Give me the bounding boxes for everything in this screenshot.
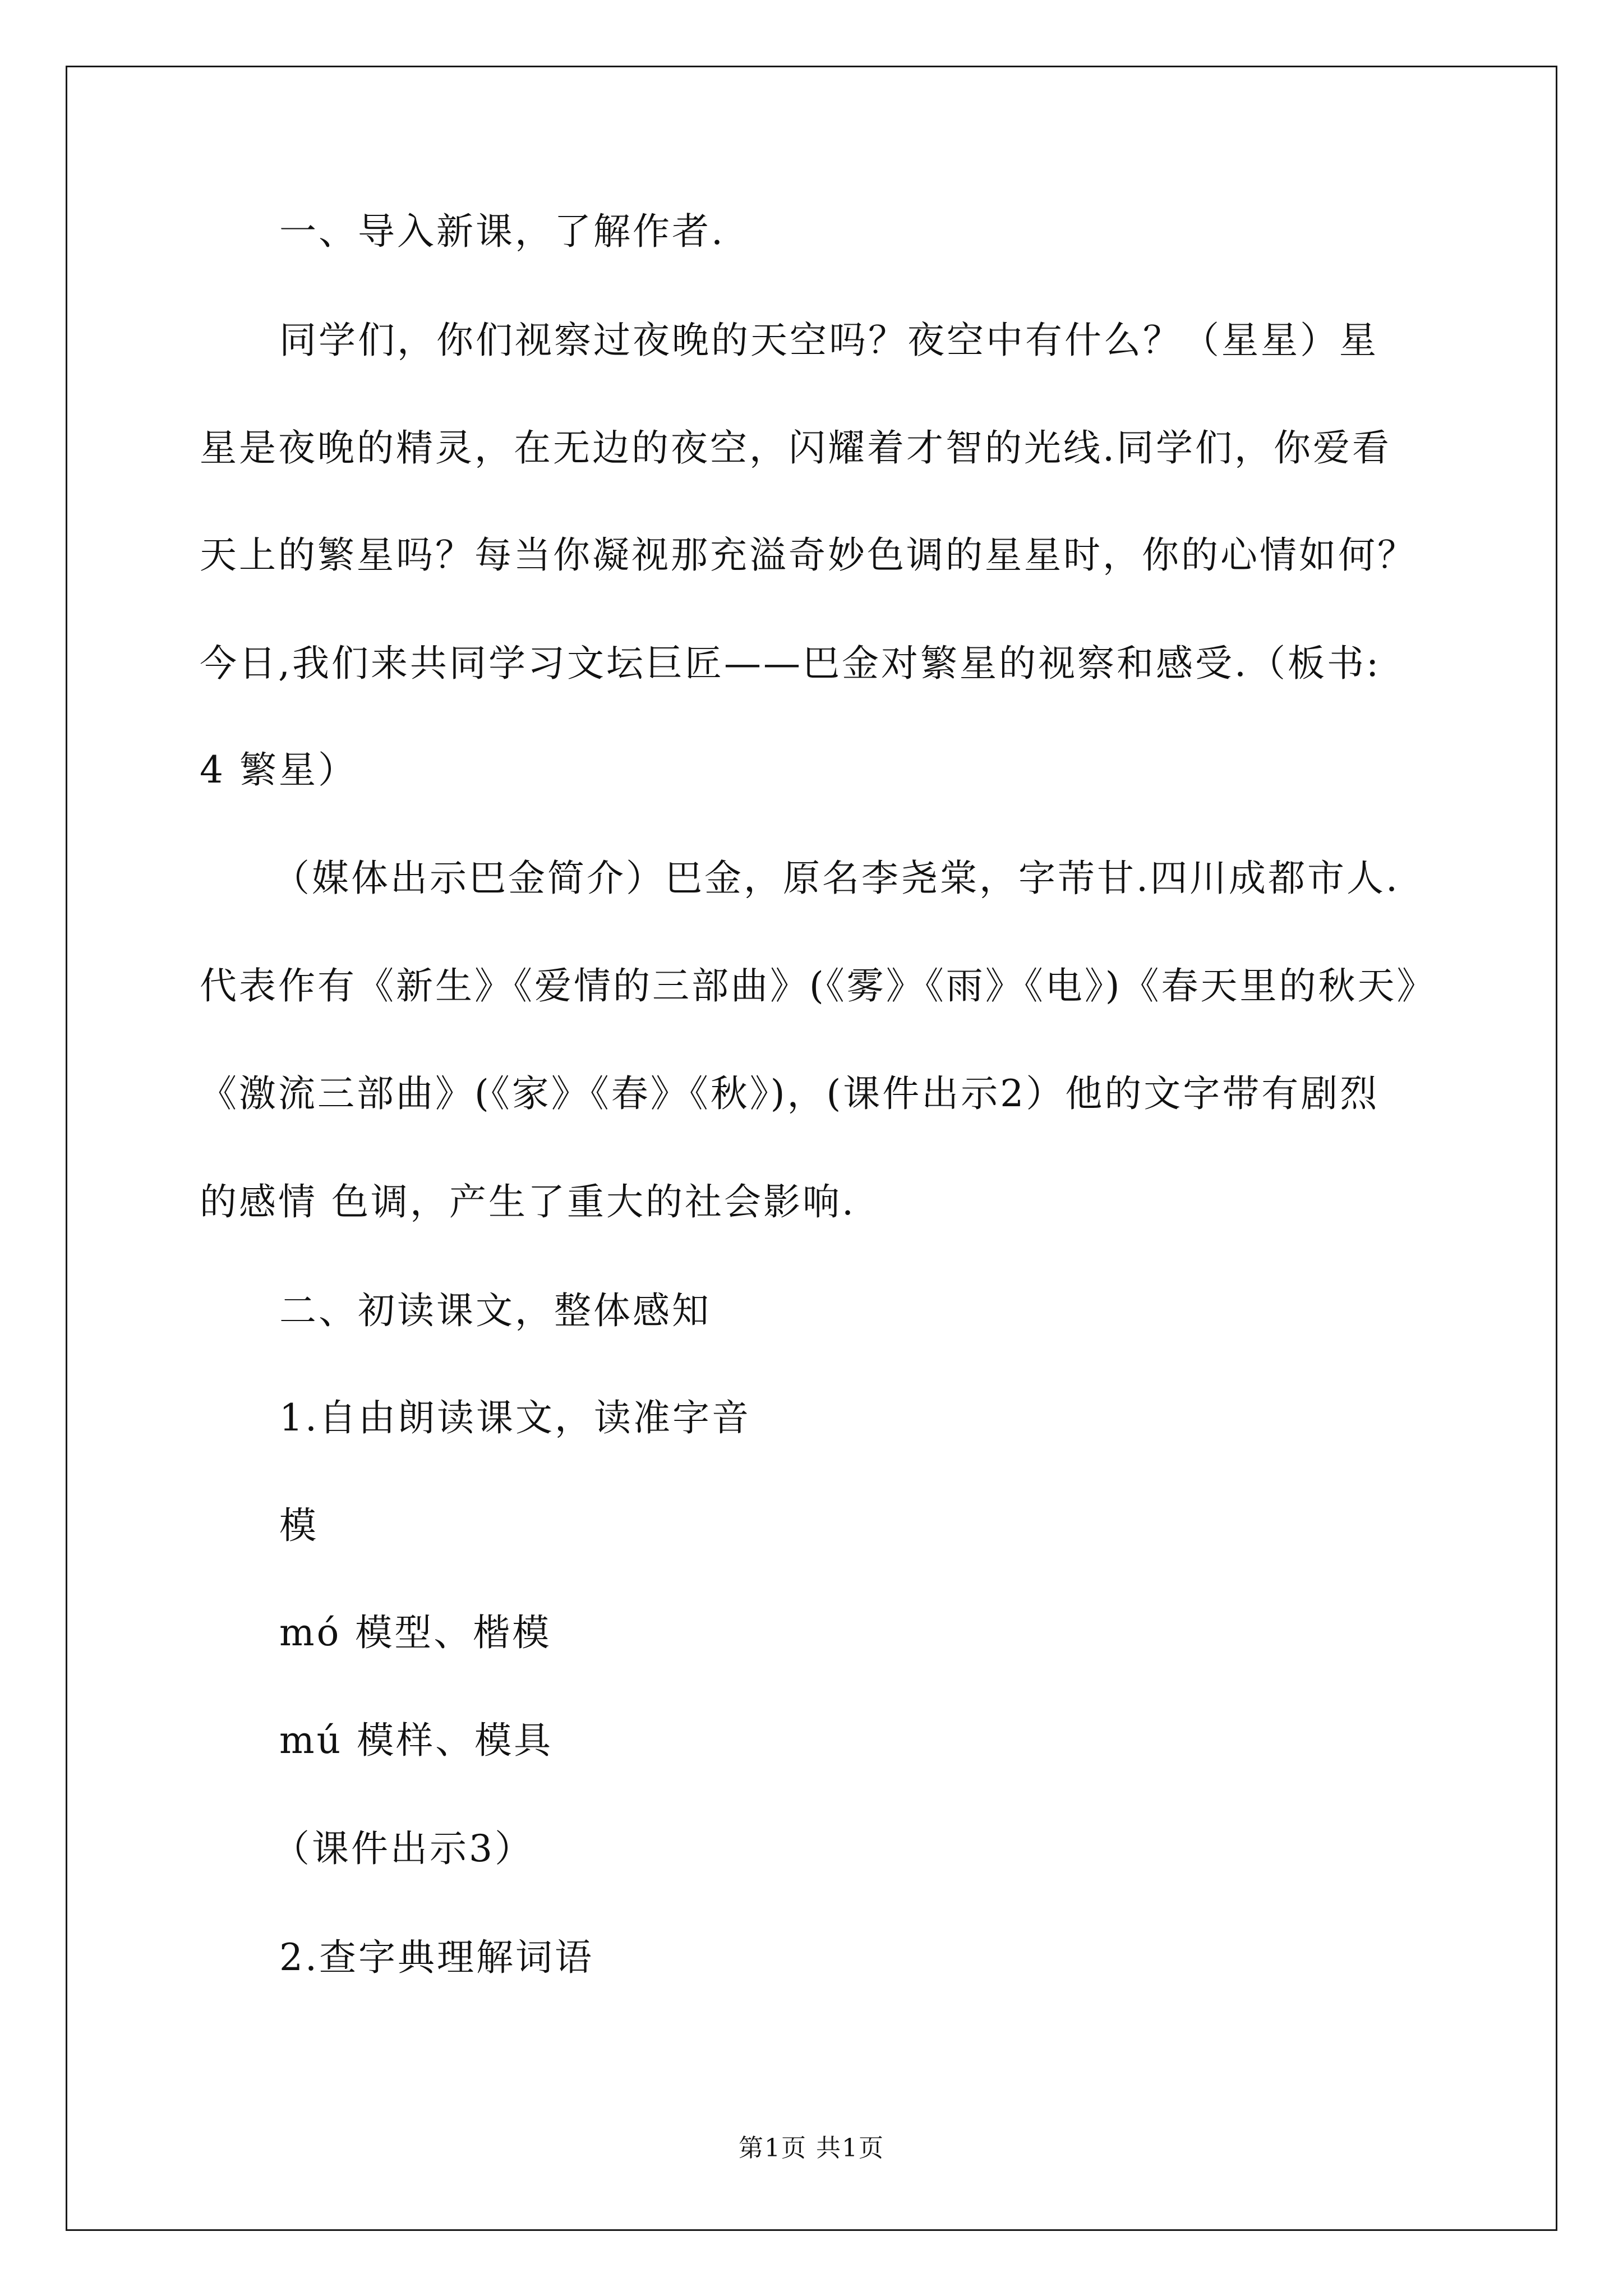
paragraph-line: 今日,我们来共同学习文坛巨匠——巴金对繁星的视察和感受.（板书: [200,642,1381,685]
courseware-note: （课件出示3） [273,1827,534,1870]
section-heading-intro: 一、导入新课，了解作者. [279,210,725,253]
paragraph-line: 同学们，你们视察过夜晚的天空吗？夜空中有什么？（星星）星 [279,319,1378,362]
page-border [66,66,1557,2231]
pronunciation-line: mó 模型、楷模 [279,1611,552,1654]
paragraph-line: （媒体出示巴金简介）巴金，原名李尧棠，字芾甘.四川成都市人. [273,857,1400,900]
section-heading-reading: 二、初读课文，整体感知 [279,1289,711,1332]
list-item: 2.查字典理解词语 [279,1936,594,1979]
paragraph-line: 《激流三部曲》(《家》《春》《秋》)，(课件出示2）他的文字带有剧烈 [200,1072,1380,1115]
pronunciation-line: mú 模样、模具 [279,1719,554,1762]
page-footer: 第1页 共1页 [739,2134,884,2162]
list-item: 1.自由朗读课文，读准字音 [279,1396,751,1439]
paragraph-line: 代表作有《新生》《爱情的三部曲》(《雾》《雨》《电》)《春天里的秋天》 [200,964,1436,1007]
paragraph-line: 4 繁星） [200,748,357,792]
character-entry: 模 [279,1504,319,1547]
paragraph-line: 星是夜晚的精灵，在无边的夜空，闪耀着才智的光线.同学们，你爱看 [200,426,1391,470]
paragraph-line: 的感情 色调，产生了重大的社会影响. [200,1180,856,1223]
paragraph-line: 天上的繁星吗？每当你凝视那充溢奇妙色调的星星时，你的心情如何？ [200,533,1417,577]
